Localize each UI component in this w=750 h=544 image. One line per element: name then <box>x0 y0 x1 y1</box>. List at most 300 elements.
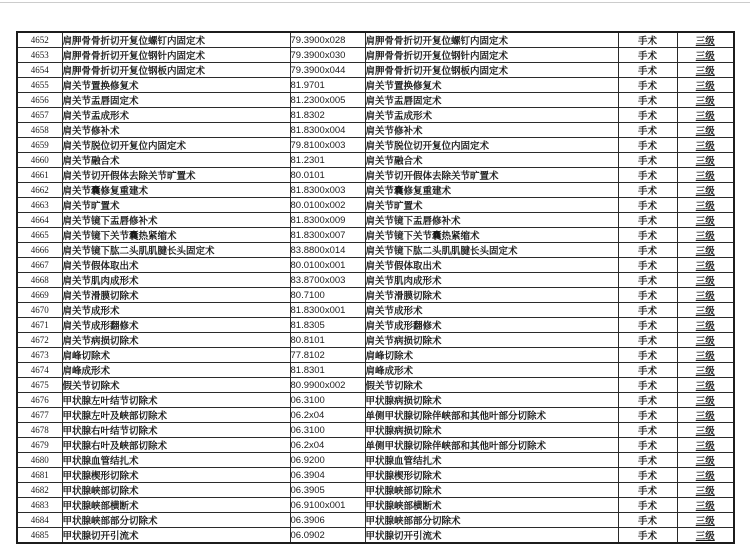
procedure-code-cell <box>290 528 365 544</box>
standard-name-cell <box>365 483 618 498</box>
procedure-name-cell <box>62 138 290 153</box>
procedure-code-cell <box>290 288 365 303</box>
category-cell <box>618 498 677 513</box>
level-cell-text: 三级 <box>695 216 715 227</box>
standard-name-cell-text: 肩关节盂唇固定术 <box>365 96 442 107</box>
level-cell-text: 三级 <box>695 411 715 422</box>
table-row <box>17 393 734 408</box>
row-number-cell <box>17 318 62 333</box>
table-row <box>17 498 734 513</box>
procedure-code-cell <box>290 258 365 273</box>
category-cell-text: 手术 <box>637 501 657 512</box>
category-cell <box>618 393 677 408</box>
level-cell <box>677 32 734 48</box>
level-cell-text: 三级 <box>695 321 715 332</box>
procedure-name-cell-text: 甲状腺峡部横断术 <box>62 501 139 512</box>
standard-name-cell <box>365 378 618 393</box>
standard-name-cell-text: 肩关节成形翻修术 <box>365 321 442 332</box>
procedure-code-cell-text: 80.0100x002 <box>290 199 346 211</box>
category-cell-text: 手术 <box>637 216 657 227</box>
procedure-code-cell-text: 06.3905 <box>290 484 325 496</box>
procedure-name-cell <box>62 393 290 408</box>
row-number-cell <box>17 378 62 393</box>
category-cell-text: 手术 <box>637 321 657 332</box>
level-cell-text: 三级 <box>695 366 715 377</box>
level-cell-text: 三级 <box>695 471 715 482</box>
standard-name-cell <box>365 93 618 108</box>
table-row <box>17 378 734 393</box>
procedure-code-cell-text: 81.8300x009 <box>290 214 346 226</box>
standard-name-cell-text: 肩关节镜下肱二头肌肌腱长头固定术 <box>365 246 518 257</box>
row-number-cell <box>17 198 62 213</box>
procedure-name-cell-text: 肩关节成形术 <box>62 306 120 317</box>
standard-name-cell-text: 肩胛骨骨折切开复位钢板内固定术 <box>365 66 509 77</box>
row-number-cell <box>17 453 62 468</box>
level-cell-text: 三级 <box>695 531 715 542</box>
row-number-cell-text: 4670 <box>30 305 49 315</box>
standard-name-cell <box>365 348 618 363</box>
procedure-code-cell-text: 83.8800x014 <box>290 244 346 256</box>
row-number-cell-text: 4658 <box>30 125 49 135</box>
standard-name-cell <box>365 288 618 303</box>
level-cell-text: 三级 <box>695 396 715 407</box>
procedure-code-cell-text: 81.2300x005 <box>290 94 346 106</box>
row-number-cell <box>17 93 62 108</box>
procedure-code-cell-text: 80.0101 <box>290 169 325 181</box>
standard-name-cell <box>365 48 618 63</box>
category-cell <box>618 168 677 183</box>
category-cell-text: 手术 <box>637 261 657 272</box>
standard-name-cell-text: 肩关节切开假体去除关节旷置术 <box>365 171 499 182</box>
level-cell <box>677 513 734 528</box>
procedure-code-cell <box>290 468 365 483</box>
standard-name-cell <box>365 138 618 153</box>
row-number-cell <box>17 213 62 228</box>
standard-name-cell <box>365 318 618 333</box>
procedure-name-cell-text: 肩关节置换修复术 <box>62 81 139 92</box>
level-cell <box>677 378 734 393</box>
level-cell <box>677 498 734 513</box>
table-row <box>17 153 734 168</box>
row-number-cell-text: 4679 <box>30 440 49 450</box>
category-cell <box>618 153 677 168</box>
procedure-code-cell <box>290 393 365 408</box>
procedure-code-cell-text: 80.7100 <box>290 289 325 301</box>
standard-name-cell <box>365 513 618 528</box>
row-number-cell <box>17 483 62 498</box>
procedure-name-cell-text: 肩峰成形术 <box>62 366 111 377</box>
category-cell <box>618 288 677 303</box>
standard-name-cell-text: 单侧甲状腺切除伴峡部和其他叶部分切除术 <box>365 411 547 422</box>
category-cell <box>618 483 677 498</box>
procedure-name-cell <box>62 48 290 63</box>
procedure-code-cell-text: 80.0100x001 <box>290 259 346 271</box>
procedure-code-cell-text: 77.8102 <box>290 349 325 361</box>
table-row <box>17 423 734 438</box>
procedure-code-cell-text: 81.8300x007 <box>290 229 346 241</box>
row-number-cell-text: 4659 <box>30 140 49 150</box>
procedure-name-cell <box>62 213 290 228</box>
table-row <box>17 258 734 273</box>
level-cell-text: 三级 <box>695 336 715 347</box>
procedure-code-cell <box>290 453 365 468</box>
procedure-name-cell <box>62 198 290 213</box>
row-number-cell <box>17 348 62 363</box>
procedure-name-cell <box>62 32 290 48</box>
row-number-cell-text: 4671 <box>30 320 49 330</box>
category-cell-text: 手术 <box>637 486 657 497</box>
level-cell-text: 三级 <box>695 381 715 392</box>
level-cell-text: 三级 <box>695 186 715 197</box>
standard-name-cell-text: 肩关节镜下盂唇修补术 <box>365 216 461 227</box>
procedure-name-cell-text: 肩关节病损切除术 <box>62 336 139 347</box>
standard-name-cell <box>365 168 618 183</box>
procedure-code-cell-text: 81.8300x004 <box>290 124 346 136</box>
category-cell <box>618 348 677 363</box>
row-number-cell-text: 4656 <box>30 95 49 105</box>
procedure-code-cell <box>290 333 365 348</box>
procedure-code-cell <box>290 78 365 93</box>
standard-name-cell <box>365 408 618 423</box>
category-cell-text: 手术 <box>637 426 657 437</box>
level-cell-text: 三级 <box>695 516 715 527</box>
category-cell-text: 手术 <box>637 411 657 422</box>
standard-name-cell-text: 肩峰切除术 <box>365 351 414 362</box>
row-number-cell <box>17 288 62 303</box>
row-number-cell <box>17 243 62 258</box>
level-cell <box>677 303 734 318</box>
procedure-code-cell <box>290 153 365 168</box>
level-cell-text: 三级 <box>695 261 715 272</box>
row-number-cell-text: 4680 <box>30 455 49 465</box>
row-number-cell-text: 4685 <box>30 530 49 540</box>
procedure-name-cell <box>62 423 290 438</box>
level-cell-text: 三级 <box>695 441 715 452</box>
procedure-name-cell-text: 肩关节盂唇固定术 <box>62 96 139 107</box>
level-cell <box>677 213 734 228</box>
procedure-code-cell-text: 80.8101 <box>290 334 325 346</box>
row-number-cell <box>17 528 62 544</box>
procedure-name-cell-text: 肩关节假体取出术 <box>62 261 139 272</box>
standard-name-cell-text: 假关节切除术 <box>365 381 423 392</box>
level-cell <box>677 228 734 243</box>
procedure-code-cell <box>290 123 365 138</box>
table-row <box>17 93 734 108</box>
row-number-cell <box>17 63 62 78</box>
table-row <box>17 468 734 483</box>
procedure-name-cell <box>62 258 290 273</box>
procedure-name-cell-text: 肩胛骨骨折切开复位螺钉内固定术 <box>62 36 206 47</box>
standard-name-cell <box>365 78 618 93</box>
standard-name-cell <box>365 333 618 348</box>
procedure-name-cell <box>62 363 290 378</box>
procedure-code-cell <box>290 378 365 393</box>
procedure-name-cell-text: 甲状腺楔形切除术 <box>62 471 139 482</box>
table-row <box>17 213 734 228</box>
category-cell-text: 手术 <box>637 366 657 377</box>
procedure-code-cell <box>290 213 365 228</box>
procedure-name-cell-text: 肩关节滑膜切除术 <box>62 291 139 302</box>
level-cell <box>677 138 734 153</box>
table-row <box>17 483 734 498</box>
level-cell <box>677 453 734 468</box>
row-number-cell-text: 4668 <box>30 275 49 285</box>
procedure-code-cell <box>290 198 365 213</box>
procedure-name-cell <box>62 483 290 498</box>
table-row <box>17 108 734 123</box>
standard-name-cell-text: 甲状腺病损切除术 <box>365 396 442 407</box>
category-cell <box>618 108 677 123</box>
level-cell <box>677 48 734 63</box>
level-cell <box>677 93 734 108</box>
procedure-code-cell-text: 80.9900x002 <box>290 379 346 391</box>
row-number-cell <box>17 498 62 513</box>
procedure-name-cell-text: 肩胛骨骨折切开复位钢板内固定术 <box>62 66 206 77</box>
table-row <box>17 32 734 48</box>
row-number-cell <box>17 393 62 408</box>
procedure-name-cell-text: 甲状腺切开引流术 <box>62 531 139 542</box>
category-cell <box>618 513 677 528</box>
row-number-cell-text: 4683 <box>30 500 49 510</box>
category-cell-text: 手术 <box>637 531 657 542</box>
procedure-code-cell <box>290 423 365 438</box>
procedure-name-cell-text: 肩关节囊修复重建术 <box>62 186 149 197</box>
procedure-code-cell <box>290 363 365 378</box>
procedure-code-cell <box>290 243 365 258</box>
row-number-cell <box>17 168 62 183</box>
level-cell-text: 三级 <box>695 66 715 77</box>
procedure-name-cell-text: 肩关节镜下关节囊热紧缩术 <box>62 231 177 242</box>
category-cell-text: 手术 <box>637 156 657 167</box>
standard-name-cell-text: 肩关节滑膜切除术 <box>365 291 442 302</box>
level-cell <box>677 363 734 378</box>
row-number-cell <box>17 123 62 138</box>
standard-name-cell <box>365 243 618 258</box>
procedure-name-cell <box>62 273 290 288</box>
row-number-cell-text: 4657 <box>30 110 49 120</box>
row-number-cell-text: 4673 <box>30 350 49 360</box>
level-cell-text: 三级 <box>695 351 715 362</box>
row-number-cell <box>17 78 62 93</box>
procedure-name-cell-text: 肩关节修补术 <box>62 126 120 137</box>
table-row <box>17 228 734 243</box>
procedure-name-cell-text: 肩胛骨骨折切开复位钢针内固定术 <box>62 51 206 62</box>
row-number-cell-text: 4672 <box>30 335 49 345</box>
row-number-cell-text: 4665 <box>30 230 49 240</box>
category-cell <box>618 32 677 48</box>
level-cell <box>677 318 734 333</box>
procedure-name-cell-text: 甲状腺右叶结节切除术 <box>62 426 158 437</box>
table-row <box>17 453 734 468</box>
level-cell <box>677 348 734 363</box>
row-number-cell <box>17 153 62 168</box>
standard-name-cell <box>365 32 618 48</box>
standard-name-cell <box>365 123 618 138</box>
level-cell-text: 三级 <box>695 156 715 167</box>
row-number-cell-text: 4669 <box>30 290 49 300</box>
table-row <box>17 348 734 363</box>
level-cell-text: 三级 <box>695 51 715 62</box>
category-cell-text: 手术 <box>637 171 657 182</box>
procedure-name-cell <box>62 453 290 468</box>
level-cell <box>677 243 734 258</box>
category-cell-text: 手术 <box>637 306 657 317</box>
standard-name-cell <box>365 108 618 123</box>
procedure-code-cell-text: 81.8302 <box>290 109 325 121</box>
level-cell-text: 三级 <box>695 306 715 317</box>
category-cell <box>618 438 677 453</box>
row-number-cell-text: 4684 <box>30 515 49 525</box>
row-number-cell <box>17 258 62 273</box>
procedure-code-cell-text: 83.8700x003 <box>290 274 346 286</box>
row-number-cell <box>17 32 62 48</box>
procedure-code-cell-text: 79.3900x030 <box>290 49 346 61</box>
standard-name-cell-text: 肩胛骨骨折切开复位钢针内固定术 <box>365 51 509 62</box>
category-cell <box>618 258 677 273</box>
row-number-cell-text: 4660 <box>30 155 49 165</box>
table-row <box>17 138 734 153</box>
procedure-code-cell-text: 81.8300x003 <box>290 184 346 196</box>
category-cell <box>618 528 677 544</box>
procedure-name-cell-text: 肩关节镜下肱二头肌肌腱长头固定术 <box>62 246 215 257</box>
category-cell <box>618 408 677 423</box>
standard-name-cell-text: 肩关节假体取出术 <box>365 261 442 272</box>
standard-name-cell <box>365 198 618 213</box>
procedure-code-cell <box>290 32 365 48</box>
category-cell-text: 手术 <box>637 336 657 347</box>
procedure-code-cell-text: 06.9200 <box>290 454 325 466</box>
row-number-cell <box>17 438 62 453</box>
standard-name-cell <box>365 468 618 483</box>
procedure-table <box>16 31 735 544</box>
level-cell-text: 三级 <box>695 96 715 107</box>
standard-name-cell <box>365 153 618 168</box>
category-cell <box>618 333 677 348</box>
standard-name-cell-text: 甲状腺病损切除术 <box>365 426 442 437</box>
procedure-code-cell <box>290 303 365 318</box>
standard-name-cell-text: 肩关节置换修复术 <box>365 81 442 92</box>
table-row <box>17 303 734 318</box>
table-row <box>17 513 734 528</box>
row-number-cell-text: 4661 <box>30 170 49 180</box>
procedure-code-cell-text: 81.2301 <box>290 154 325 166</box>
table-row <box>17 528 734 544</box>
level-cell-text: 三级 <box>695 201 715 212</box>
level-cell <box>677 198 734 213</box>
procedure-code-cell <box>290 168 365 183</box>
procedure-code-cell <box>290 483 365 498</box>
row-number-cell <box>17 468 62 483</box>
level-cell-text: 三级 <box>695 141 715 152</box>
table-row <box>17 243 734 258</box>
row-number-cell-text: 4682 <box>30 485 49 495</box>
standard-name-cell-text: 甲状腺峡部横断术 <box>365 501 442 512</box>
procedure-code-cell-text: 06.3906 <box>290 514 325 526</box>
procedure-name-cell <box>62 153 290 168</box>
category-cell-text: 手术 <box>637 51 657 62</box>
standard-name-cell-text: 肩关节脱位切开复位内固定术 <box>365 141 490 152</box>
procedure-code-cell <box>290 273 365 288</box>
standard-name-cell <box>365 453 618 468</box>
procedure-code-cell-text: 06.3100 <box>290 394 325 406</box>
category-cell-text: 手术 <box>637 441 657 452</box>
row-number-cell <box>17 423 62 438</box>
procedure-code-cell <box>290 498 365 513</box>
standard-name-cell <box>365 498 618 513</box>
level-cell-text: 三级 <box>695 426 715 437</box>
row-number-cell <box>17 363 62 378</box>
standard-name-cell-text: 肩峰成形术 <box>365 366 414 377</box>
category-cell-text: 手术 <box>637 66 657 77</box>
category-cell <box>618 468 677 483</box>
procedure-name-cell-text: 肩关节盂成形术 <box>62 111 130 122</box>
standard-name-cell-text: 肩关节旷置术 <box>365 201 423 212</box>
category-cell-text: 手术 <box>637 276 657 287</box>
procedure-name-cell-text: 甲状腺峡部切除术 <box>62 486 139 497</box>
procedure-code-cell <box>290 48 365 63</box>
category-cell <box>618 198 677 213</box>
category-cell <box>618 183 677 198</box>
procedure-name-cell <box>62 438 290 453</box>
row-number-cell-text: 4677 <box>30 410 49 420</box>
row-number-cell-text: 4667 <box>30 260 49 270</box>
procedure-name-cell-text: 肩关节成形翻修术 <box>62 321 139 332</box>
procedure-code-cell <box>290 93 365 108</box>
procedure-code-cell-text: 06.0902 <box>290 529 325 541</box>
row-number-cell-text: 4675 <box>30 380 49 390</box>
category-cell <box>618 243 677 258</box>
level-cell <box>677 123 734 138</box>
table-row <box>17 183 734 198</box>
table-row <box>17 363 734 378</box>
procedure-name-cell <box>62 93 290 108</box>
standard-name-cell-text: 肩关节修补术 <box>365 126 423 137</box>
procedure-code-cell <box>290 183 365 198</box>
level-cell-text: 三级 <box>695 291 715 302</box>
procedure-name-cell <box>62 288 290 303</box>
procedure-name-cell-text: 肩关节切开假体去除关节旷置术 <box>62 171 196 182</box>
level-cell-text: 三级 <box>695 276 715 287</box>
procedure-code-cell <box>290 438 365 453</box>
standard-name-cell-text: 肩关节囊修复重建术 <box>365 186 452 197</box>
procedure-name-cell <box>62 78 290 93</box>
category-cell <box>618 273 677 288</box>
table-row <box>17 168 734 183</box>
procedure-code-cell-text: 81.8300x001 <box>290 304 346 316</box>
procedure-code-cell <box>290 228 365 243</box>
table-row <box>17 288 734 303</box>
page-edge-line <box>0 2 750 3</box>
level-cell <box>677 168 734 183</box>
table-row <box>17 198 734 213</box>
category-cell <box>618 48 677 63</box>
level-cell <box>677 438 734 453</box>
standard-name-cell <box>365 423 618 438</box>
standard-name-cell <box>365 228 618 243</box>
row-number-cell-text: 4676 <box>30 395 49 405</box>
procedure-name-cell-text: 甲状腺血管结扎术 <box>62 456 139 467</box>
procedure-name-cell <box>62 498 290 513</box>
row-number-cell <box>17 408 62 423</box>
category-cell <box>618 303 677 318</box>
table-row <box>17 273 734 288</box>
level-cell <box>677 468 734 483</box>
procedure-name-cell <box>62 243 290 258</box>
category-cell <box>618 363 677 378</box>
category-cell <box>618 63 677 78</box>
standard-name-cell <box>365 213 618 228</box>
procedure-code-cell-text: 06.3100 <box>290 424 325 436</box>
